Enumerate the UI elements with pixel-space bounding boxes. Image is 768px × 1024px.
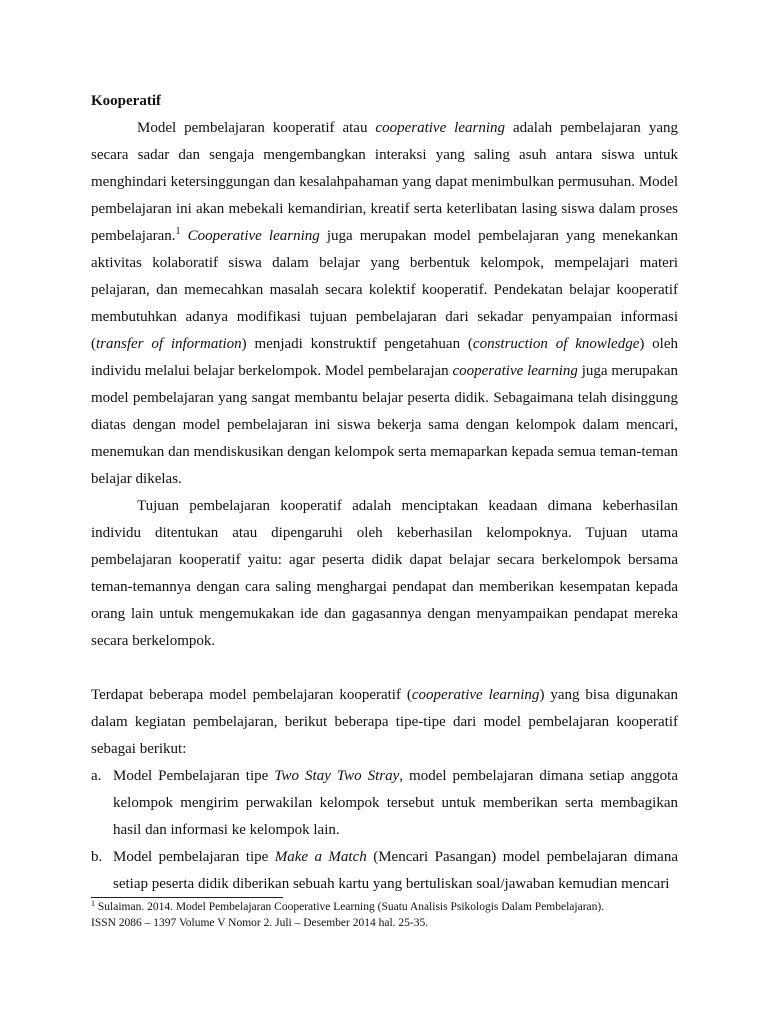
text-run: ) oleh individu melalui belajar berkelompok. Model pembelarajan xyxy=(91,336,679,379)
text-run: Tujuan pembelajaran kooperatif adalah menciptakan keadaan dimana keberhasilan individu ditentukan atau dipengaruhi oleh keberhasilan kelompoknya. Tujuan utama pembelajaran kooperatif yaitu: agar peserta didik dapat belajar secara berkelompok bersama teman-temannya dengan cara saling menghargai pendapat dan memberikan kesempatan kepada orang lain untuk mengemukakan ide dan gagasannya dengan menyampaikan pendapat mereka secara berkelompok. xyxy=(91,498,678,649)
text-run: juga merupakan model pembelajaran yang menekankan aktivitas kolaboratif siswa dalam belajar yang berbentuk kelompok, mempelajari materi pelajaran, dan memecahkan masalah secara kolektif kooperatif. Pendekatan belajar kooperatif membutuhkan adanya modifikasi tujuan pembelajaran dari sekadar penyampaian informasi ( xyxy=(91,228,679,352)
italic-term: Make a Match xyxy=(274,849,367,865)
list-item-text xyxy=(113,763,678,844)
italic-term: cooperative learning xyxy=(411,687,540,703)
list-item xyxy=(91,844,678,898)
italic-term: transfer of information xyxy=(96,336,242,352)
model-list xyxy=(91,763,678,898)
text-run xyxy=(181,228,188,244)
footnote xyxy=(91,899,678,931)
italic-term: Two Stay Two Stray xyxy=(274,768,400,784)
footnote-citation: Sulaiman. 2014. Model Pembelajaran Cooperative Learning (Suatu Analisis Psikologis Dalam Pembelajaran). xyxy=(95,901,605,913)
italic-term: cooperative learning xyxy=(375,120,506,136)
text-run: (Mencari Pasangan) model pembelajaran dimana setiap peserta didik diberikan sebuah kartu yang bertuliskan soal/jawaban kemudian mencari xyxy=(113,849,678,892)
text-run: , model pembelajaran dimana setiap anggota kelompok mengirim perwakilan kelompok tersebut untuk memberikan serta membagikan hasil dan informasi ke kelompok lain. xyxy=(113,768,678,838)
text-run: Model Pembelajaran tipe xyxy=(113,768,275,784)
text-run: ) menjadi konstruktif pengetahuan ( xyxy=(241,336,473,352)
text-run: Terdapat beberapa model pembelajaran kooperatif ( xyxy=(91,687,412,703)
footnote-line-2: ISSN 2086 – 1397 Volume V Nomor 2. Juli – Desember 2014 hal. 25-35. xyxy=(91,917,429,929)
italic-term: construction of knowledge xyxy=(472,336,640,352)
text-run: ) yang bisa digunakan dalam kegiatan pembelajaran, berikut beberapa tipe-tipe dari model pembelajaran kooperatif sebagai berikut: xyxy=(91,687,678,757)
list-item-text xyxy=(113,844,678,898)
paragraph-2 xyxy=(91,493,678,655)
text-run: Model pembelajaran kooperatif atau xyxy=(137,120,376,136)
list-item xyxy=(91,763,678,844)
footnote-line-1 xyxy=(91,899,678,915)
list-marker: a. xyxy=(91,768,102,784)
text-run: Model pembelajaran tipe xyxy=(113,849,275,865)
paragraph-1 xyxy=(91,115,678,493)
section-heading: Kooperatif xyxy=(91,93,161,109)
footnote-mark: 1 xyxy=(91,899,95,908)
text-run: adalah pembelajaran yang secara sadar dan sengaja mengembangkan interaksi yang saling asuh antara siswa untuk menghindari ketersinggungan dan kesalahpahaman yang dapat menimbulkan permusuhan. Model pembelajaran ini akan mebekali kemandirian, kreatif serta keterlibatan lasing siswa dalam proses pembelajaran. xyxy=(91,120,678,244)
paragraph-3 xyxy=(91,682,678,763)
italic-term: cooperative learning xyxy=(452,363,578,379)
italic-term: Cooperative learning xyxy=(187,228,320,244)
footnote-ref: 1 xyxy=(175,226,181,237)
list-marker: b. xyxy=(91,849,103,865)
footnote-separator xyxy=(91,897,283,898)
blank-line xyxy=(91,655,678,682)
document-body xyxy=(91,88,678,898)
text-run: juga merupakan model pembelajaran yang sangat membantu belajar peserta didik. Sebagaimana telah disinggung diatas dengan model pembelajaran ini siswa bekerja sama dengan kelompok dalam mencari, menemukan dan mendiskusikan dengan kelompok serta memaparkan kepada semua teman-teman belajar dikelas. xyxy=(91,363,678,487)
